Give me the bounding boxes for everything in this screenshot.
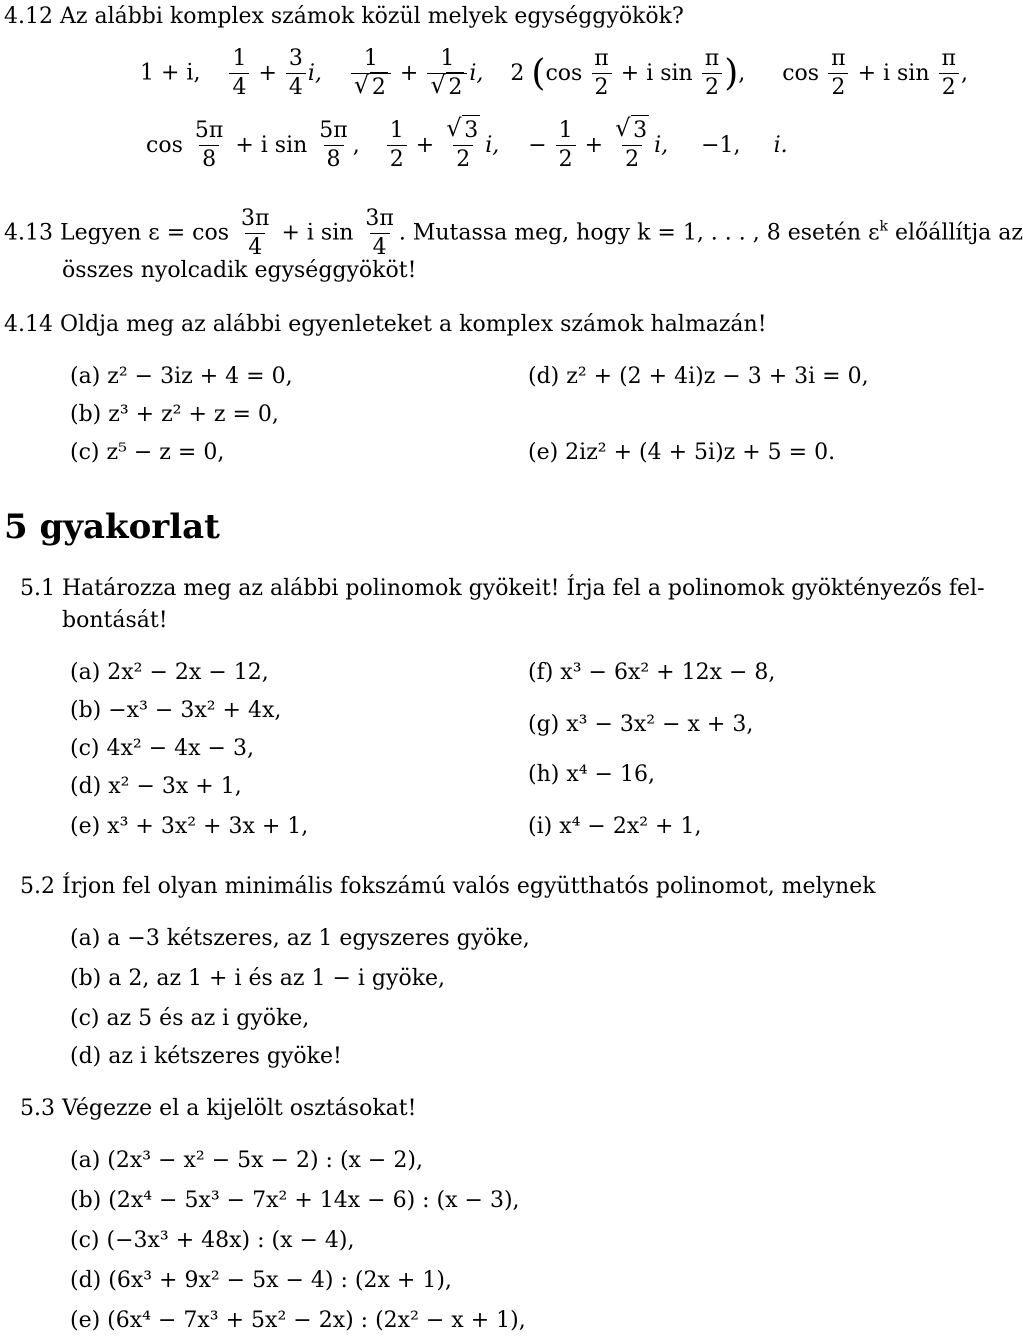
- ex412-row1: [140, 48, 968, 99]
- ex414-item-e: (e) 2iz² + (4 + 5i)z + 5 = 0.: [528, 440, 836, 465]
- exercise-number: 4.12: [4, 4, 53, 29]
- ex51-item-f: (f) x³ − 6x² + 12x − 8,: [528, 660, 776, 685]
- ex413-frac-2: $\frac{3\pi}{4}$: [365, 206, 394, 260]
- ex413-line2: összes nyolcadik egységgyököt!: [62, 258, 417, 283]
- ex51-item-e: (e) x³ + 3x² + 3x + 1,: [70, 814, 309, 839]
- ex412-item-d: 2 (cos $\frac{\pi}{2}$ + i sin $\frac{\pi}{2}$ ),: [510, 46, 746, 100]
- ex51-item-h: (h) x⁴ − 16,: [528, 762, 655, 787]
- ex412-item-c: 1 √ 2 + 1 √ 2 i,: [349, 61, 490, 86]
- ex51-item-g: (g) x³ − 3x² − x + 3,: [528, 712, 754, 737]
- exercise-number: 4.14: [4, 312, 53, 337]
- ex412-item-a: 1 + i,: [140, 60, 201, 86]
- ex51-item-b: (b) −x³ − 3x² + 4x,: [70, 698, 282, 723]
- ex412-row2-item-e: i.: [773, 132, 788, 158]
- exercise-number: 5.1: [20, 576, 55, 601]
- exercise-number: 4.13: [4, 220, 53, 246]
- exercise-text: Az alábbi komplex számok közül melyek egységgyökök?: [59, 4, 684, 29]
- ex412-item-e: cos $\frac{\pi}{2}$ + i sin $\frac{\pi}{2}$ ,: [782, 46, 968, 100]
- exercise-4-12-heading: [4, 6, 684, 28]
- exercise-5-1-heading: 5.1 Határozza meg az alábbi polinomok gyökeit! Írja fel a polinomok gyöktényezős fel-: [20, 576, 985, 601]
- ex414-item-c: (c) z⁵ − z = 0,: [70, 440, 225, 465]
- ex51-item-i: (i) x⁴ − 2x² + 1,: [528, 814, 702, 839]
- ex412-row2-item-c: − $\frac{1}{2}$ + √ $\frac{3}{2}$ i,: [528, 133, 675, 158]
- ex51-item-c: (c) 4x² − 4x − 3,: [70, 736, 254, 761]
- exercise-4-13: 4.13 Legyen ε = cos $\frac{3\pi}{4}$ + i sin $\frac{3\pi}{4}$ . Mutassa meg, hogy k = 1, . . . , 8 esetén $\varepsilon^k$ előállítja az: [4, 206, 1023, 260]
- ex414-item-a: (a) z² − 3iz + 4 = 0,: [70, 364, 293, 389]
- exercise-5-2-heading: 5.2 Írjon fel olyan minimális fokszámú valós együtthatós polinomot, melynek: [20, 874, 876, 899]
- ex52-item-c: (c) az 5 és az i gyöke,: [70, 1006, 310, 1031]
- ex412-row2: [146, 120, 788, 171]
- ex414-item-d: (d) z² + (2 + 4i)z − 3 + 3i = 0,: [528, 364, 869, 389]
- ex414-item-b: (b) z³ + z² + z = 0,: [70, 402, 279, 427]
- ex53-item-e: (e) (6x⁴ − 7x³ + 5x² − 2x) : (2x² − x + 1),: [70, 1308, 526, 1333]
- ex412-row2-item-a: cos $\frac{5\pi}{8}$ + i sin $\frac{5\pi}{8}$ ,: [146, 118, 360, 172]
- ex52-item-d: (d) az i kétszeres gyöke!: [70, 1044, 342, 1069]
- ex51-line2: bontását!: [62, 608, 168, 633]
- ex52-item-a: (a) a −3 kétszeres, az 1 egyszeres gyöke,: [70, 926, 530, 951]
- ex53-item-b: (b) (2x⁴ − 5x³ − 7x² + 14x − 6) : (x − 3),: [70, 1188, 520, 1213]
- exercise-number: 5.2: [20, 874, 55, 899]
- ex412-item-b: $\frac{1}{4}$ + $\frac{3}{4}$ i,: [227, 61, 328, 86]
- ex53-item-d: (d) (6x³ + 9x² − 5x − 4) : (2x + 1),: [70, 1268, 452, 1293]
- exercise-5-3-heading: 5.3 Végezze el a kijelölt osztásokat!: [20, 1096, 417, 1121]
- ex52-item-b: (b) a 2, az 1 + i és az 1 − i gyöke,: [70, 966, 446, 991]
- ex53-item-c: (c) (−3x³ + 48x) : (x − 4),: [70, 1228, 355, 1253]
- ex53-item-a: (a) (2x³ − x² − 5x − 2) : (x − 2),: [70, 1148, 423, 1173]
- ex412-row2-item-d: −1,: [701, 132, 741, 158]
- ex412-row2-item-b: $\frac{1}{2}$ + √ $\frac{3}{2}$ i,: [385, 133, 506, 158]
- section-title: 5 gyakorlat: [4, 507, 220, 547]
- ex51-item-d: (d) x² − 3x + 1,: [70, 774, 242, 799]
- exercise-number: 5.3: [20, 1096, 55, 1121]
- ex51-item-a: (a) 2x² − 2x − 12,: [70, 660, 269, 685]
- exercise-4-14-heading: 4.14 Oldja meg az alábbi egyenleteket a komplex számok halmazán!: [4, 312, 767, 337]
- ex413-frac-1: $\frac{3\pi}{4}$: [240, 206, 270, 260]
